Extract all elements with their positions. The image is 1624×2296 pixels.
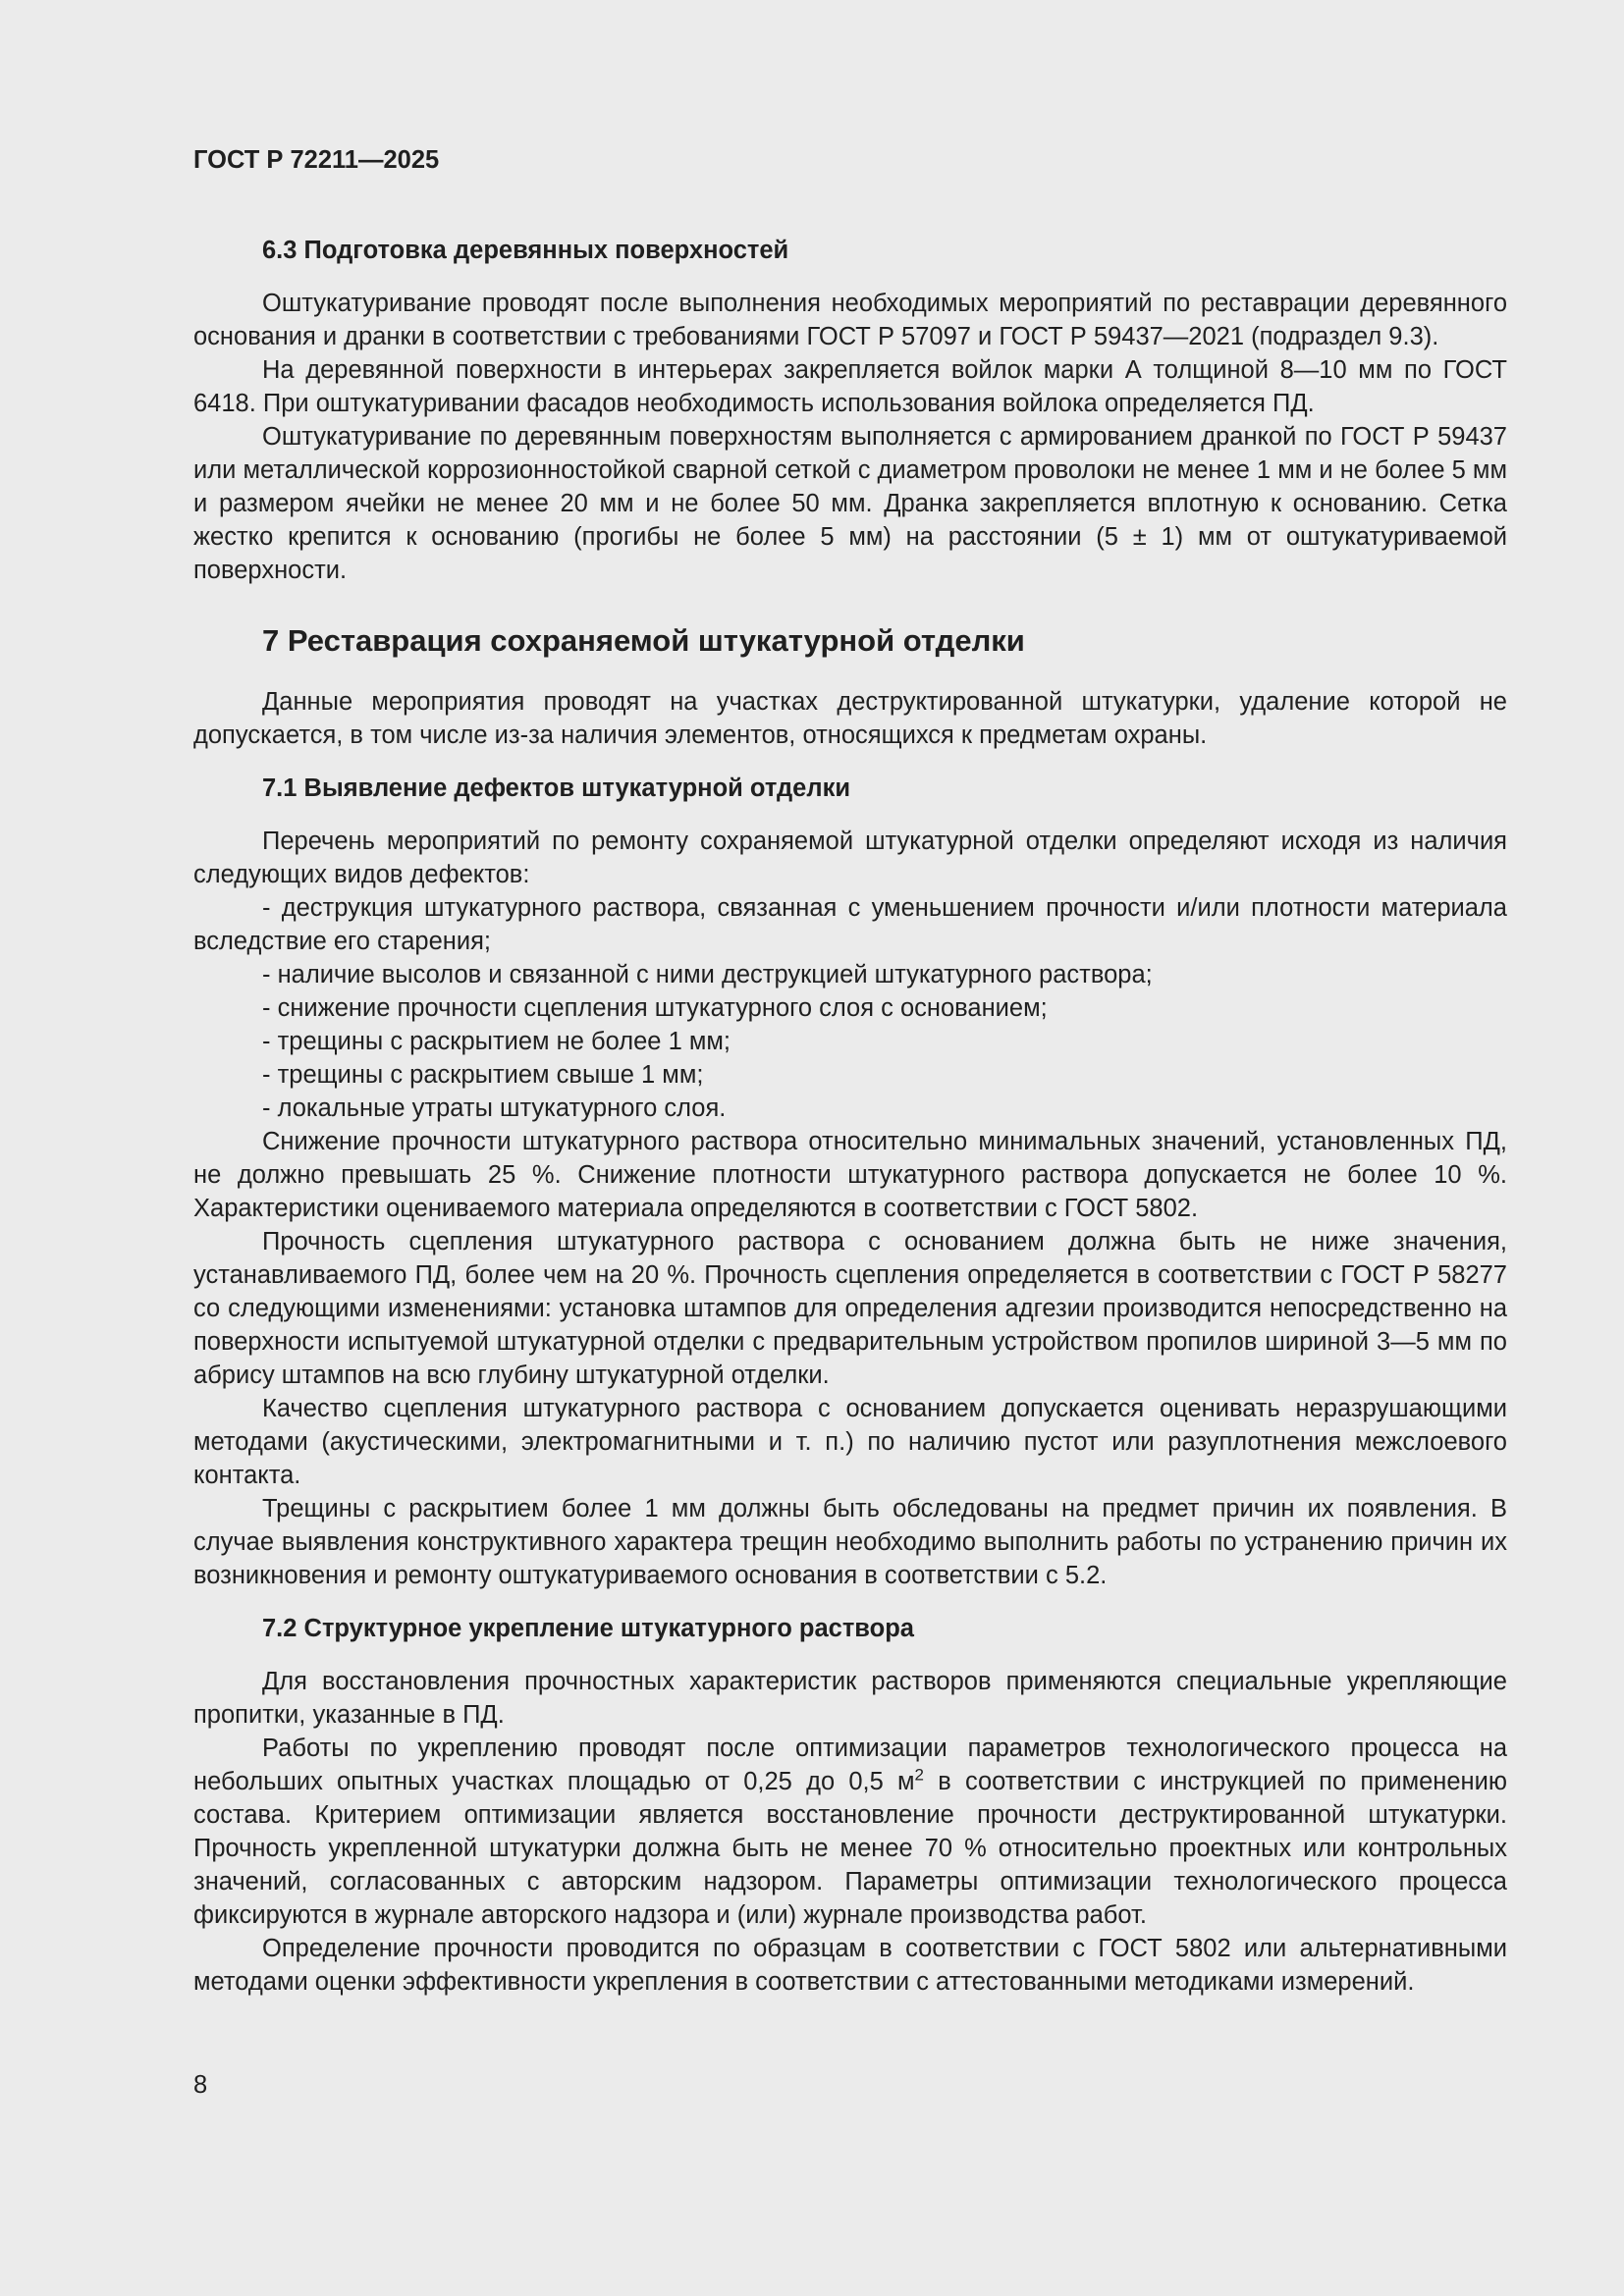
document-header: ГОСТ Р 72211—2025 [193, 146, 440, 174]
document-page [193, 143, 1507, 1999]
list-item: - трещины с раскрытием не более 1 мм; [262, 1028, 731, 1055]
paragraph: Данные мероприятия проводят на участках деструктированной штукатурки, удаление которой не допускается, в том числе из-за наличия элементов, относящихся к предметам охраны. [193, 688, 1507, 749]
list-item: - снижение прочности сцепления штукатурного слоя с основанием; [262, 994, 1048, 1022]
paragraph-text: в соответствии с инструкцией по применению состава. Критерием оптимизации является восстановление прочности деструктированной штукатурки. Прочность укрепленной штукатурки должна быть не менее 70 % относительно проектных или контрольных значений, согласованных с авторским надзором. Параметры оптимизации технологического процесса фиксируются в журнале авторского надзора и (или) журнале производства работ. [193, 1768, 1508, 1929]
list-item: - трещины с раскрытием свыше 1 мм; [262, 1061, 704, 1089]
paragraph: Трещины с раскрытием более 1 мм должны быть обследованы на предмет причин их появления. В случае выявления конструктивного характера трещин необходимо выполнить работы по устранению причин их возникновения и ремонту оштукатуриваемого основания в соответствии с 5.2. [193, 1495, 1507, 1589]
list-item: - локальные утраты штукатурного слоя. [262, 1095, 727, 1122]
paragraph: Определение прочности проводится по образцам в соответствии с ГОСТ 5802 или альтернативными методами оценки эффективности укрепления в соответствии с аттестованными методиками измерений. [193, 1935, 1507, 1996]
paragraph-text: Работы по укреплению проводят после оптимизации параметров технологического процесса на небольших опытных участках площадью от 0,25 до 0,5 м [193, 1735, 1507, 1795]
section-7-2-title: 7.2 Структурное укрепление штукатурного раствора [262, 1615, 914, 1642]
paragraph: Качество сцепления штукатурного раствора с основанием допускается оценивать неразрушающими методами (акустическими, электромагнитными и т. п.) по наличию пустот или разуплотнения межслоевого контакта. [193, 1395, 1507, 1489]
paragraph: Перечень мероприятий по ремонту сохраняемой штукатурной отделки определяют исходя из наличия следующих видов дефектов: [193, 828, 1507, 888]
paragraph: Прочность сцепления штукатурного раствора с основанием должна быть не ниже значения, устанавливаемого ПД, более чем на 20 %. Прочность сцепления определяется в соответствии с ГОСТ Р 58277 со следующими изменениями: установка штампов для определения адгезии производится непосредственно на поверхности испытуемой штукатурной отделки с предварительным устройством пропилов шириной 3—5 мм по абрису штампов на всю глубину штукатурной отделки. [193, 1228, 1507, 1389]
paragraph [193, 1732, 1507, 1932]
superscript: 2 [914, 1765, 924, 1785]
section-7-1-title: 7.1 Выявление дефектов штукатурной отделки [262, 774, 851, 802]
paragraph: Оштукатуривание по деревянным поверхностям выполняется с армированием дранкой по ГОСТ Р 59437 или металлической коррозионностойкой сварной сеткой с диаметром проволоки не менее 1 мм и не более 5 мм и размером ячейки не менее 20 мм и не более 50 мм. Дранка закрепляется вплотную к основанию. Сетка жестко крепится к основанию (прогибы не более 5 мм) на расстоянии (5 ± 1) мм от оштукатуриваемой поверхности. [193, 423, 1507, 584]
paragraph: Оштукатуривание проводят после выполнения необходимых мероприятий по реставрации деревянного основания и дранки в соответствии с требованиями ГОСТ Р 57097 и ГОСТ Р 59437—2021 (подраздел 9.3). [193, 290, 1507, 350]
paragraph: Снижение прочности штукатурного раствора относительно минимальных значений, установленных ПД, не должно превышать 25 %. Снижение плотности штукатурного раствора допускается не более 10 %. Характеристики оцениваемого материала определяются в соответствии с ГОСТ 5802. [193, 1128, 1507, 1222]
list-item: - деструкция штукатурного раствора, связанная с уменьшением прочности и/или плотности материала вследствие его старения; [193, 894, 1507, 955]
paragraph: На деревянной поверхности в интерьерах закрепляется войлок марки А толщиной 8—10 мм по ГОСТ 6418. При оштукатуривании фасадов необходимость использования войлока определяется ПД. [193, 356, 1507, 417]
paragraph: Для восстановления прочностных характеристик растворов применяются специальные укрепляющие пропитки, указанные в ПД. [193, 1668, 1507, 1729]
section-6-3-title: 6.3 Подготовка деревянных поверхностей [262, 237, 789, 264]
list-item: - наличие высолов и связанной с ними деструкцией штукатурного раствора; [262, 961, 1153, 988]
section-7-title: 7 Реставрация сохраняемой штукатурной отделки [262, 623, 1025, 658]
page-number: 8 [193, 2071, 208, 2099]
